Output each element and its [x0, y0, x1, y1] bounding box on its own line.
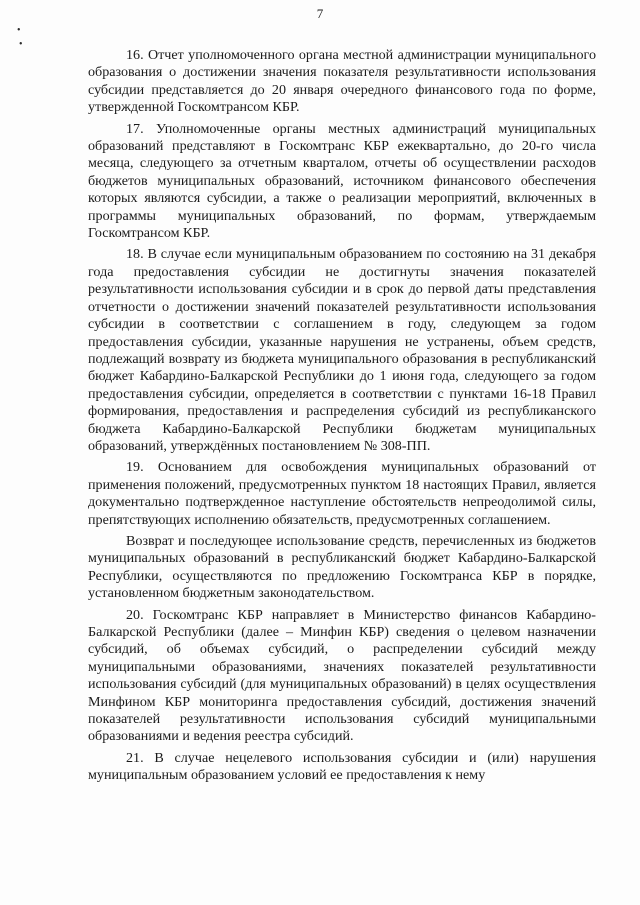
- page-number: 7: [316, 6, 324, 21]
- scan-mark: •: [19, 39, 23, 50]
- paragraph-refund: Возврат и последующее использование средств, перечисленных из бюджетов муниципальных образований в республиканский бюджет Кабардино-Балкарской Республики, осуществляются по предложению Госкомтранса КБР в порядке, установленном бюджетным законодательством.: [88, 532, 596, 602]
- paragraph-16: 16. Отчет уполномоченного органа местной администрации муниципального образования о достижении значения показателя результативности использования субсидии представляется до 20 января очередного финансового года по форме, утвержденной Госкомтрансом КБР.: [88, 47, 596, 116]
- paragraph-17: 17. Уполномоченные органы местных администраций муниципальных образований представляют в Госкомтранс КБР ежеквартально, до 20-го числа месяца, следующего за отчетным кварталом, отчеты об осуществлении расходов бюджетов муниципальных образований, источником финансового обеспечения которых являются субсидии, а также о реализации мероприятий, включенных в программы муниципальных образований, по формам, утверждаемым Госкомтрансом КБР.: [88, 120, 596, 242]
- paragraph-21: 21. В случае нецелевого использования субсидии и (или) нарушения муниципальным образованием условий ее предоставления к нему: [88, 749, 596, 784]
- paragraph-20: 20. Госкомтранс КБР направляет в Министерство финансов Кабардино-Балкарской Республики (далее – Минфин КБР) сведения о целевом назначении субсидий, об объемах субсидий, о распределении субсидий между муниципальными образованиями, значениях показателей результативности использования субсидий (для муниципальных образований) в целях осуществления Минфином КБР мониторинга предоставления субсидий, достижения значений показателей результативности использования субсидий муниципальными образованиями и ведения реестра субсидий.: [88, 606, 596, 745]
- paragraph-19: 19. Основанием для освобождения муниципальных образований от применения положений, предусмотренных пунктом 18 настоящих Правил, является документально подтвержденное наступление обстоятельств непреодолимой силы, препятствующих исполнению обязательств, предусмотренных соглашением.: [88, 459, 596, 528]
- scan-mark: •: [17, 25, 21, 36]
- paragraph-18: 18. В случае если муниципальным образованием по состоянию на 31 декабря года предоставления субсидии не достигнуты значения показателей результативности использования субсидии и в срок до первой даты представления отчетности о достижении значений показателей результативности использования субсидии в соответствии с соглашением в году, следующем за годом предоставления субсидии, указанные нарушения не устранены, объем средств, подлежащий возврату из бюджета муниципального образования в республиканский бюджет Кабардино-Балкарской Республики до 1 июня года, следующего за годом предоставления субсидии, определяется в соответствии с пунктами 16-18 Правил формирования, предоставления и распределения субсидий из республиканского бюджета Кабардино-Балкарской Республики бюджетам муниципальных образований, утверждённых постановлением № 308-ПП.: [88, 246, 596, 454]
- document-body: [88, 47, 596, 789]
